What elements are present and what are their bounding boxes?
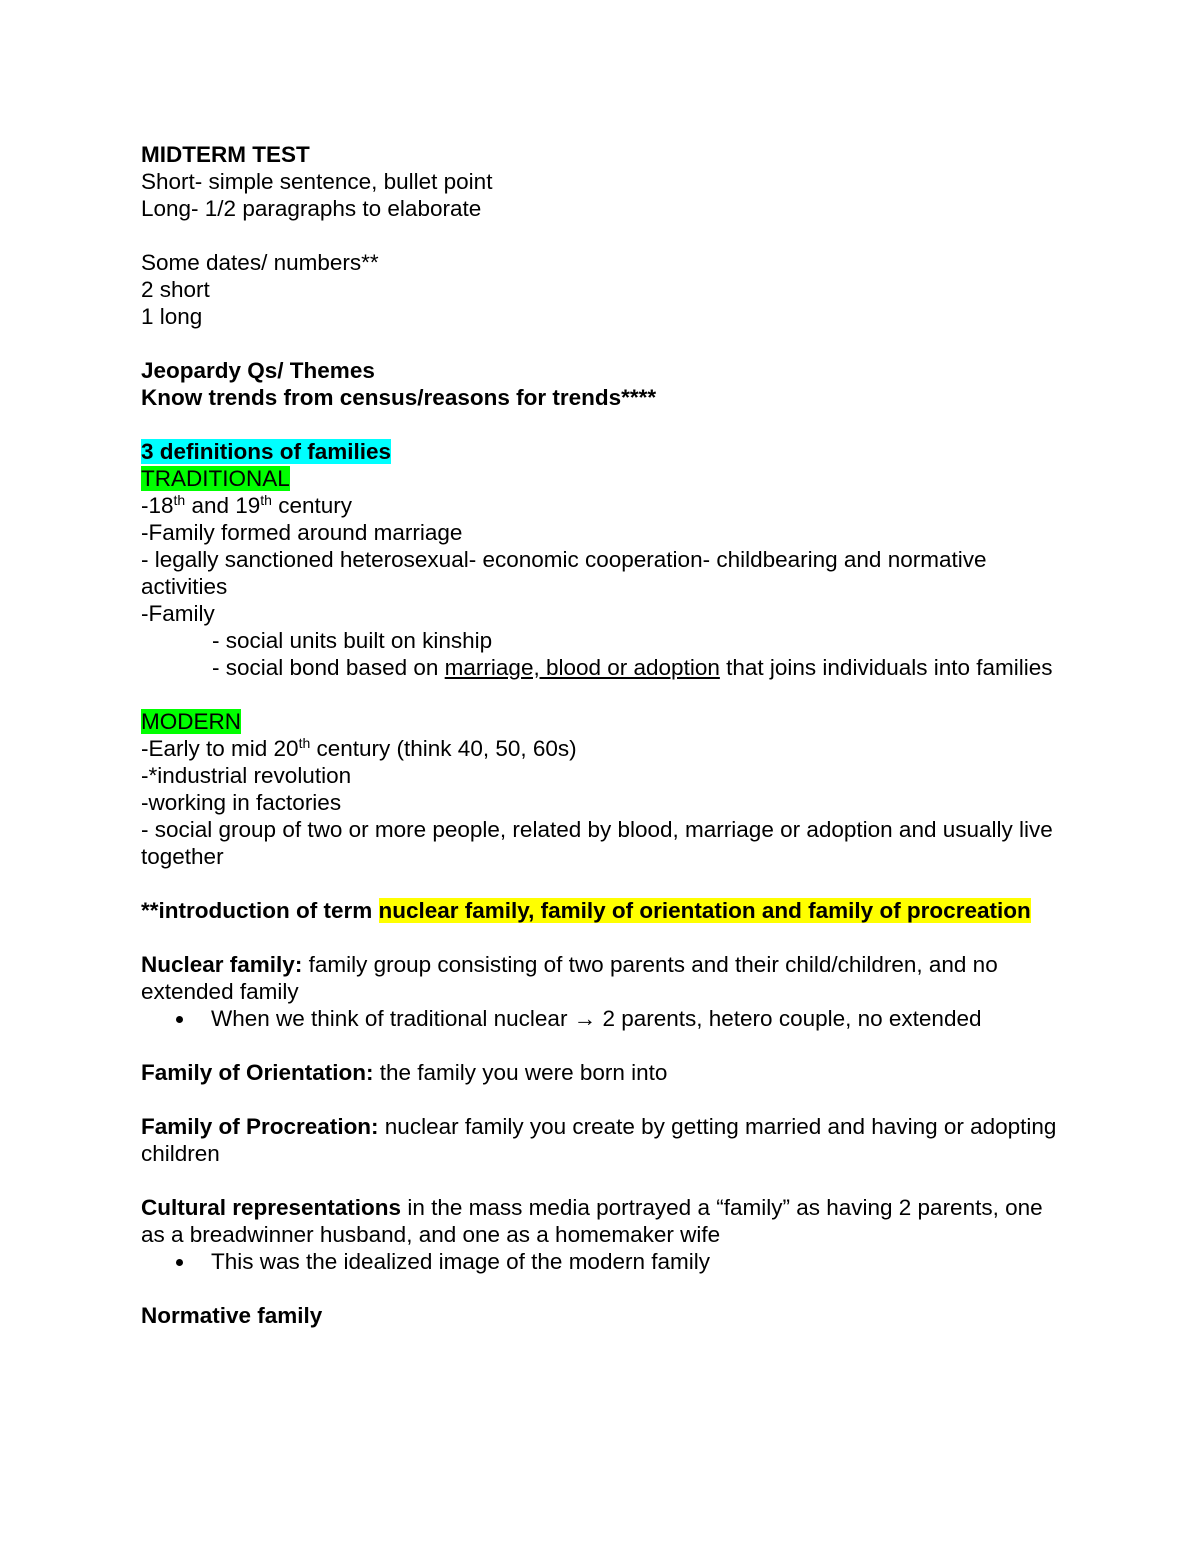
text: in the mass media portrayed a “family” as having 2 parents, one as a breadwinner husband, and one as a homemaker wife (141, 1195, 1049, 1247)
spacer (141, 1032, 1061, 1059)
spacer (141, 411, 1061, 438)
superscript: th (173, 492, 186, 508)
dates-note: Some dates/ numbers** (141, 250, 379, 275)
orientation-definition (141, 1059, 1061, 1086)
text: that joins individuals into families (719, 655, 1053, 680)
text: century (think 40, 50, 60s) (310, 736, 577, 761)
traditional-legally: - legally sanctioned heterosexual- economic cooperation- childbearing and normative activities (141, 547, 993, 599)
spacer (141, 222, 1061, 249)
two-short: 2 short (141, 277, 210, 302)
format-long: Long- 1/2 paragraphs to elaborate (141, 196, 482, 221)
traditional-social-bond (141, 654, 1061, 681)
spacer (141, 681, 1061, 708)
definitions-heading: 3 definitions of families (141, 439, 392, 464)
text: This was the idealized image of the modern family (211, 1249, 710, 1274)
underlined-text: marriage, blood or adoption (444, 655, 720, 680)
doc-title: MIDTERM TEST (141, 142, 310, 167)
spacer (141, 1167, 1061, 1194)
traditional-family: -Family (141, 601, 215, 626)
text: -Early to mid 20 (141, 736, 299, 761)
text: When we think of traditional nuclear (211, 1006, 574, 1031)
text: 2 parents, hetero couple, no extended (596, 1006, 982, 1031)
text: century (271, 493, 353, 518)
traditional-marriage: -Family formed around marriage (141, 520, 463, 545)
document-body (141, 141, 1061, 1329)
cultural-definition (141, 1194, 1061, 1248)
modern-label-line (141, 708, 1061, 735)
traditional-label-line (141, 465, 1061, 492)
modern-industrial: -*industrial revolution (141, 763, 352, 788)
traditional-century (141, 492, 1061, 519)
list-item (141, 1248, 1061, 1275)
text: and 19 (185, 493, 261, 518)
term: Cultural representations (141, 1195, 402, 1220)
format-short: Short- simple sentence, bullet point (141, 169, 493, 194)
spacer (141, 330, 1061, 357)
normative-heading: Normative family (141, 1303, 323, 1328)
jeopardy-heading: Jeopardy Qs/ Themes (141, 358, 375, 383)
spacer (141, 1086, 1061, 1113)
intro-line (141, 897, 1061, 924)
bullet-icon (176, 1016, 183, 1023)
know-trends-heading: Know trends from census/reasons for trends**** (141, 385, 657, 410)
spacer (141, 870, 1061, 897)
superscript: th (260, 492, 272, 508)
one-long: 1 long (141, 304, 203, 329)
spacer (141, 1275, 1061, 1302)
text: - social bond based on (212, 655, 445, 680)
text: the family you were born into (373, 1060, 668, 1085)
text: family group consisting of two parents and their child/children, and no extended family (141, 952, 1004, 1004)
highlighted-text: nuclear family, family of orientation and family of procreation (378, 898, 1031, 923)
definitions-heading-line (141, 438, 1061, 465)
term: Family of Procreation: (141, 1114, 379, 1139)
text: **introduction of term (141, 898, 379, 923)
modern-factories: -working in factories (141, 790, 342, 815)
bullet-icon (176, 1259, 183, 1266)
nuclear-definition (141, 951, 1061, 1005)
text: -18 (141, 493, 174, 518)
spacer (141, 924, 1061, 951)
list-item (141, 1005, 1061, 1032)
traditional-label: TRADITIONAL (141, 466, 290, 491)
text: nuclear family you create by getting married and having or adopting children (141, 1114, 1063, 1166)
term: Nuclear family: (141, 952, 303, 977)
term: Family of Orientation: (141, 1060, 374, 1085)
procreation-definition (141, 1113, 1061, 1167)
traditional-social-units: - social units built on kinship (212, 628, 493, 653)
modern-label: MODERN (141, 709, 241, 734)
modern-century (141, 735, 1061, 762)
superscript: th (298, 735, 311, 751)
modern-social-group: - social group of two or more people, related by blood, marriage or adoption and usually live together (141, 817, 1060, 869)
arrow-right-icon: → (573, 1006, 597, 1031)
